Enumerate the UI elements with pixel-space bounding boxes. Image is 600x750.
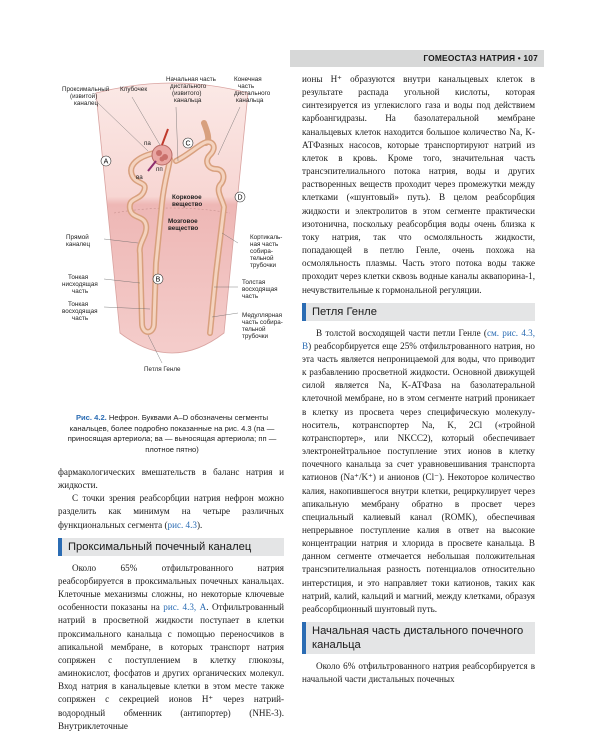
svg-text:тельной: тельной [250, 255, 274, 262]
svg-text:часть: часть [242, 293, 259, 300]
section-heading: Начальная часть дистального почечного канальца [302, 622, 535, 654]
paragraph: Около 6% отфильтрованного натрия реабсорбируется в начальной части дистальных почечных [302, 661, 535, 685]
figure-link[interactable]: рис. 4.3 [167, 519, 197, 530]
svg-text:(извитого): (извитого) [172, 90, 202, 97]
svg-text:каналец: каналец [74, 100, 99, 107]
svg-text:трубочки: трубочки [242, 333, 269, 340]
glomerulus-label: Клубочек [120, 86, 148, 93]
svg-text:тельной: тельной [242, 326, 266, 333]
svg-text:Конечная: Конечная [234, 76, 262, 83]
loop-label: Петля Генле [144, 366, 181, 373]
svg-text:собира-: собира- [250, 248, 273, 255]
label-va: ва [136, 174, 143, 181]
paragraph: С точки зрения реабсорбции натрия нефрон можно разделить как минимум на четыре различных функциональных сегмента (рис. 4.3). [58, 493, 284, 530]
svg-text:вещество: вещество [172, 201, 203, 208]
section-heading: Проксимальный почечный каналец [58, 538, 284, 556]
svg-text:часть: часть [72, 315, 89, 322]
svg-text:Проксимальный: Проксимальный [62, 86, 110, 93]
nephron-figure [58, 73, 286, 403]
svg-text:ная часть: ная часть [250, 241, 279, 248]
running-header [290, 50, 544, 67]
svg-text:часть: часть [238, 83, 255, 90]
paragraph: фармакологических вмешательств в баланс натрия и жидкости. [58, 467, 284, 491]
svg-text:канальца: канальца [174, 97, 202, 104]
header-bullet: • [517, 53, 521, 63]
svg-text:Толстая: Толстая [242, 279, 266, 286]
svg-text:часть собира-: часть собира- [242, 319, 283, 326]
caption-text: Нефрон. Буквами A–D обозначены сегменты канальцев, более подробно показанные на рис. 4.3 (па — приносящая артериола; ва — выносящая артериола; пп — плотное пятно) [67, 413, 277, 454]
header-title: ГОМЕОСТАЗ НАТРИЯ [423, 53, 516, 63]
svg-text:(извитой): (извитой) [70, 93, 98, 100]
svg-text:Прямой: Прямой [66, 234, 89, 241]
paragraph: В толстой восходящей части петли Генле (см. рис. 4.3, B) реабсорбируется еще 25% отфильтрованного натрия, но эта часть является непроницаемой для воды, что приводит к разбавлению просветной жидкости. Основной движущей силой является Na, K-АТФаза на базолатеральной клеточной мембране, но в этом сегменте натрий проникает в клетку из просвета через специфическую молекулу-носитель, котранспортер Na, K, 2Cl («тройной котранспортер», или NKCC2), который обеспечивает электронейтральное поступление этих ионов в клетку почечного канальца за счет уравновешивания транспорта катионов (Na⁺/K⁺) и анионов (Cl⁻). Некоторое количество калия, накопившегося внутри клетки, рециркулирует через апикальную мембрану обратно в просвет через специальный калиевый канал (ROMK), обеспечивая непрерывное поступление калия в ответ на высокие концентрации натрия и хлорида в просвете канальца. В данном сегменте отмечается небольшая положительная трансэпителиальная разность потенциалов относительно интерстиция, и это направляет токи катионов, таких как натрий, калий, кальций и магний, между клетками, образуя реабсорбционный шунтовый путь. [302, 327, 536, 614]
section-heading: Петля Генле [302, 303, 535, 321]
label-B: B [155, 276, 161, 284]
label-A: A [103, 158, 109, 166]
right-column [302, 73, 535, 686]
figure-link[interactable]: см. рис. 4.3, B [302, 327, 536, 351]
label-C: C [185, 140, 191, 148]
svg-text:дистального: дистального [234, 90, 271, 97]
svg-text:дистального: дистального [170, 83, 207, 90]
figure-link[interactable]: рис. 4.3, A [163, 602, 207, 613]
paragraph: Около 65% отфильтрованного натрия реабсорбируется в проксимальных почечных канальцах. Клеточные механизмы сложны, но некоторые ключевые особенности показаны на рис. 4.3, A. Отфильтрованный натрий в просветной жидкости поступает в клетки проксимального канальца с помощью переносчиков в апикальной мембране, в которых транспорт натрия сопряжен с поступлением в клетку глюкозы, аминокислот, фосфатов и других органических молекул. Вход натрия в канальцевые клетки в этом месте также сопряжен с секрецией ионов H⁺ через натрий-водородный обменник (антипортер) (NHE-3). Внутриклеточные [58, 562, 284, 731]
svg-text:восходящая: восходящая [242, 286, 278, 293]
svg-text:каналец: каналец [66, 241, 91, 248]
label-pp: пп [156, 166, 163, 173]
svg-text:Кортикаль-: Кортикаль- [250, 234, 283, 241]
svg-text:часть: часть [72, 288, 89, 295]
svg-text:Мозговое: Мозговое [168, 218, 198, 225]
svg-text:трубочки: трубочки [250, 262, 277, 269]
left-column [58, 466, 284, 733]
svg-text:канальца: канальца [236, 97, 264, 104]
label-pa: па [144, 140, 151, 147]
figure-caption [58, 413, 286, 455]
svg-text:Тонкая: Тонкая [68, 274, 89, 281]
svg-text:восходящая: восходящая [62, 308, 98, 315]
svg-text:Тонкая: Тонкая [68, 301, 89, 308]
paragraph: ионы H⁺ образуются внутри канальцевых клеток в результате распада угольной кислоты, которая синтезируется из углекислого газа и воды под действием карбоангидразы. На базолатеральной мембране канальцевых клеток находится большое количество Na, K-АТФазных насосов, которые транспортируют натрий из клеток в кровь. Кроме того, значительная часть трансэпителиального потока натрия, воды и других растворенных веществ проходит через промежутки между клетками («шунтовый» путь). В целом реабсорбция жидкости и электролитов в этом сегменте практически изотонична, поскольку реабсорбция воды очень близка к току натрия, так что осмоляльность жидкости, попадающей в петлю Генле, очень похожа на осмоляльность плазмы. Часть этого потока воды также проходит через клетки сквозь водные каналы аквапорина-1, нечувствительные к гормональной регуляции. [302, 74, 535, 295]
svg-text:нисходящая: нисходящая [62, 281, 98, 288]
caption-label: Рис. 4.2. [75, 413, 107, 422]
svg-text:вещество: вещество [168, 225, 199, 232]
svg-text:Начальная часть: Начальная часть [166, 76, 216, 83]
page-number: 107 [523, 53, 538, 63]
label-D: D [237, 194, 243, 202]
svg-text:Медуллярная: Медуллярная [242, 312, 283, 319]
svg-text:Корковое: Корковое [172, 194, 202, 201]
